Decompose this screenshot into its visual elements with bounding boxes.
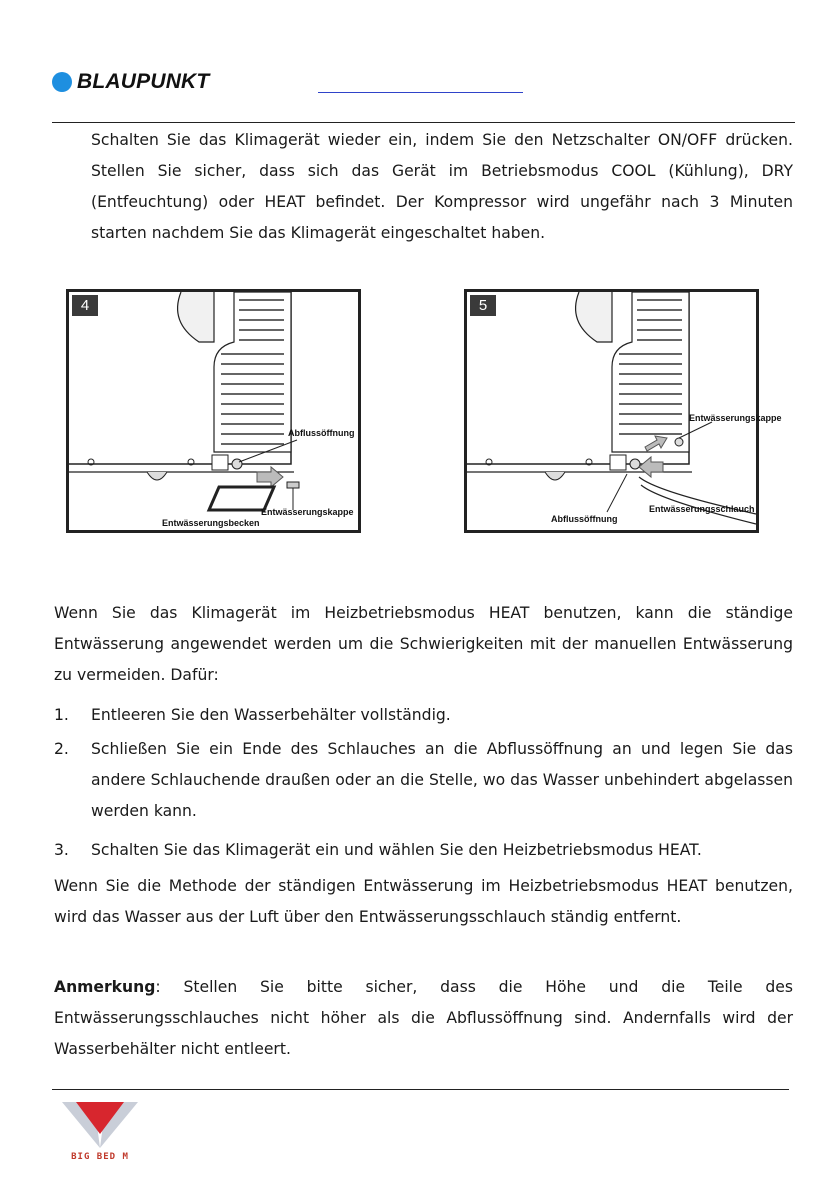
list-text: Schließen Sie ein Ende des Schlauches an die Abflussöffnung an und legen Sie das andere Schlauchende draußen oder an die Stelle, wo das Wasser unbehindert abgelassen werden kann.	[91, 740, 793, 820]
list-number: 1.	[54, 706, 69, 724]
footer-logo	[60, 1100, 140, 1162]
figure-number: 4	[72, 295, 98, 316]
figure-5	[464, 289, 782, 533]
brand-dot-icon	[52, 72, 72, 92]
drainage-intro: Wenn Sie das Klimagerät im Heizbetriebsmodus HEAT benutzen, kann die ständige Entwässerung angewendet werden um die Schwierigkeiten mit der manuellen Entwässerung zu vermeiden. Dafür:	[54, 604, 793, 684]
header-link-underline	[318, 92, 523, 93]
list-item	[54, 700, 793, 731]
callout-drain-opening: Abflussöffnung	[551, 514, 618, 524]
footer-logo-icon	[60, 1100, 140, 1150]
note-label: Anmerkung	[54, 978, 156, 996]
list-number: 2.	[54, 740, 69, 758]
footer-divider	[52, 1089, 789, 1090]
footer-logo-text: BIG BED M	[71, 1152, 129, 1162]
drainage-result: Wenn Sie die Methode der ständigen Entwässerung im Heizbetriebsmodus HEAT benutzen, wird das Wasser aus der Luft über den Entwässerungsschlauch ständig entfernt.	[54, 877, 793, 926]
list-text: Schalten Sie das Klimagerät ein und wählen Sie den Heizbetriebsmodus HEAT.	[91, 841, 702, 859]
note-paragraph	[54, 972, 793, 1065]
figure-4	[66, 289, 361, 533]
figure-4-illustration	[69, 292, 358, 530]
list-item	[54, 835, 793, 866]
list-text: Entleeren Sie den Wasserbehälter vollständig.	[91, 706, 451, 724]
intro-paragraph: Schalten Sie das Klimagerät wieder ein, indem Sie den Netzschalter ON/OFF drücken. Stellen Sie sicher, dass sich das Gerät im Betriebsmodus COOL (Kühlung), DRY (Entfeuchtung) oder HEAT befindet. Der Kompressor wird ungefähr nach 3 Minuten starten nachdem Sie das Klimagerät eingeschaltet haben.	[91, 131, 793, 242]
figure-5-illustration	[467, 292, 756, 530]
figure-number: 5	[470, 295, 496, 316]
list-item	[54, 734, 793, 827]
callout-drain-hose: Entwässerungsschlauch	[649, 504, 755, 514]
header-divider	[52, 122, 795, 123]
list-number: 3.	[54, 841, 69, 859]
brand-logo	[52, 70, 209, 94]
callout-drain-cap: Entwässerungskappe	[689, 413, 782, 423]
callout-drain-basin: Entwässerungsbecken	[162, 518, 260, 528]
callout-drain-cap: Entwässerungskappe	[261, 507, 354, 517]
note-text: : Stellen Sie bitte sicher, dass die Höhe und die Teile des Entwässerungsschlauches nicht höher als die Abflussöffnung sind. Andernfalls wird der Wasserbehälter nicht entleert.	[54, 978, 793, 1058]
brand-name: BLAUPUNKT	[77, 70, 210, 93]
callout-drain-opening: Abflussöffnung	[288, 428, 355, 438]
